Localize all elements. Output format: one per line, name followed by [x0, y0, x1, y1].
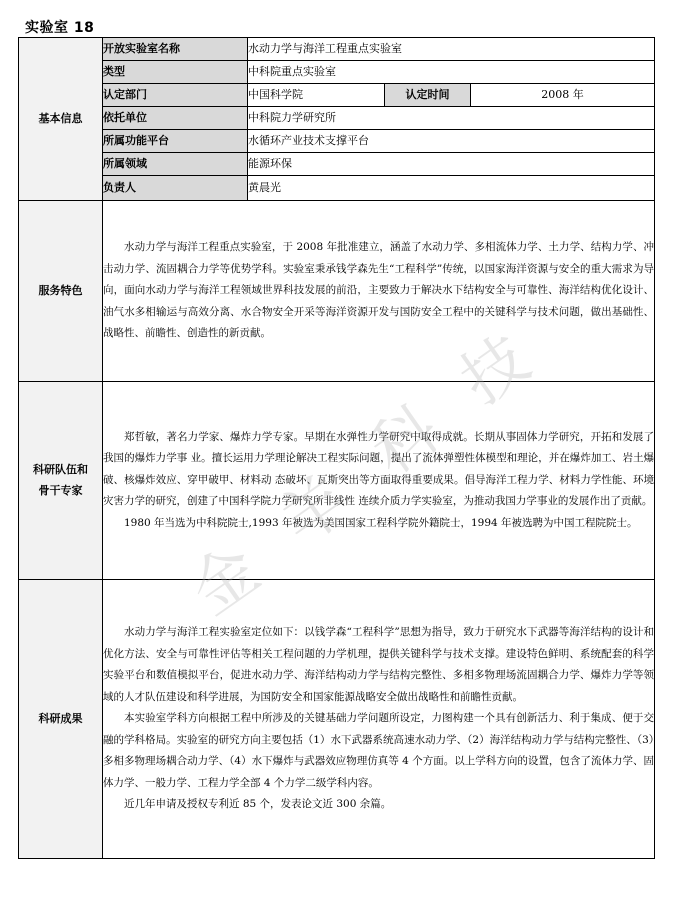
row-leader — [19, 176, 655, 201]
row-results — [19, 580, 655, 859]
time-label: 认定时间 — [385, 84, 471, 107]
lab-name-value: 水动力学与海洋工程重点实验室 — [248, 38, 655, 61]
lab-name-label: 开放实验室名称 — [103, 38, 248, 61]
results-category — [19, 580, 103, 859]
row-lab-name — [19, 38, 655, 61]
unit-value: 中科院力学研究所 — [248, 107, 655, 130]
type-value: 中科院重点实验室 — [248, 61, 655, 84]
dept-label: 认定部门 — [103, 84, 248, 107]
row-dept — [19, 84, 655, 107]
leader-value: 黄晨光 — [248, 176, 655, 201]
row-platform — [19, 130, 655, 153]
unit-label: 依托单位 — [103, 107, 248, 130]
service-label: 服务特色 — [38, 283, 83, 297]
results-label: 科研成果 — [38, 711, 83, 725]
platform-label: 所属功能平台 — [103, 130, 248, 153]
basic-info-label: 基本信息 — [38, 111, 83, 125]
row-field — [19, 153, 655, 176]
service-category — [19, 201, 103, 382]
team-paragraph: 1980 年当选为中科院院士,1993 年被选为美国国家工程科学院外籍院士，1994 年被选聘为中国工程院院士。 — [124, 516, 638, 529]
lab-info-table — [18, 37, 655, 859]
team-label-line2: 骨干专家 — [38, 483, 83, 497]
leader-label: 负责人 — [103, 176, 248, 201]
results-content — [103, 580, 655, 859]
field-label: 所属领域 — [103, 153, 248, 176]
results-paragraph: 本实验室学科方向根据工程中所涉及的关键基础力学问题所设定，力图构建一个具有创新活力、利于集成、便于交融的学科格局。实验室的研究方向主要包括（1）水下武器系统高速水动力学、（2）海洋结构动力学与结构完整性、（3）多相多物理场耦合动力学、（4）水下爆炸与武器效应物理仿真等 4 个方面。以上学科方向的设置，包含了流体力学、固体力学、一般力学、工程力学全部 4 个力学二级学科内容。 — [103, 712, 655, 789]
row-unit — [19, 107, 655, 130]
platform-value: 水循环产业技术支撑平台 — [248, 130, 655, 153]
watermark-char: 科 — [358, 392, 453, 490]
row-team — [19, 382, 655, 580]
results-paragraph: 近几年申请及授权专利近 85 个，发表论文近 300 余篇。 — [124, 798, 392, 811]
type-label: 类型 — [103, 61, 248, 84]
dept-value: 中国科学院 — [248, 84, 385, 107]
team-content — [103, 382, 655, 580]
row-type — [19, 61, 655, 84]
page-title: 实验室 18 — [25, 20, 95, 36]
service-content — [103, 201, 655, 382]
basic-info-category — [19, 38, 103, 201]
team-paragraph: 郑哲敏，著名力学家、爆炸力学专家。早期在水弹性力学研究中取得成就。长期从事固体力学研究，开拓和发展了我国的爆炸力学事 业。擅长运用力学理论解决工程实际问题，提出了流体弹塑性体模型和理论，并在爆炸加工、岩土爆破、核爆炸效应、穿甲破甲、材料动 态破坏、瓦斯突出等方面取得重要成果。倡导海洋工程力学、材料力学性能、环境灾害力学的研究，创建了中国科学院力学研究所非线性 连续介质力学实验室，为推动我国力学事业的发展作出了贡献。 — [103, 430, 655, 508]
service-paragraph: 水动力学与海洋工程重点实验室，于 2008 年批准建立，涵盖了水动力学、多相流体力学、土力学、结构力学、冲击动力学、流固耦合力学等优势学科。实验室秉承钱学森先生“工程科学”传统，以国家海洋资源与安全的重大需求为导向，面向水动力学与海洋工程领域世界科技发展的前沿，主要致力于解决水下结构安全与可靠性、海洋结构优化设计、油气水多相输运与高效分离、水合物安全开采等海洋资源开发与国防安全工程中的关键科学与技术问题，做出基础性、战略性、前瞻性、创造性的新贡献。 — [103, 241, 655, 340]
watermark-char: 羊 — [268, 462, 363, 560]
watermark-char: 技 — [448, 322, 543, 420]
row-service — [19, 201, 655, 382]
time-value: 2008 年 — [471, 84, 655, 107]
team-label-line1: 科研队伍和 — [33, 462, 88, 476]
team-category — [19, 382, 103, 580]
field-value: 能源环保 — [248, 153, 655, 176]
results-paragraph: 水动力学与海洋工程实验室定位如下：以钱学森“工程科学”思想为指导，致力于研究水下武器等海洋结构的设计和优化方法、安全与可靠性评估等相关工程问题的力学机理，提供关键科学与技术支撑。建设特色鲜明、系统配套的科学实验平台和数值模拟平台，促进水动力学、海洋结构动力学与结构完整性、多相多物理场流固耦合力学、爆炸力学等领域的人才队伍建设和科学进展，为国防安全和国家能源战略安全做出战略性和前瞻性贡献。 — [103, 626, 655, 703]
watermark-char: 金 — [178, 532, 273, 630]
